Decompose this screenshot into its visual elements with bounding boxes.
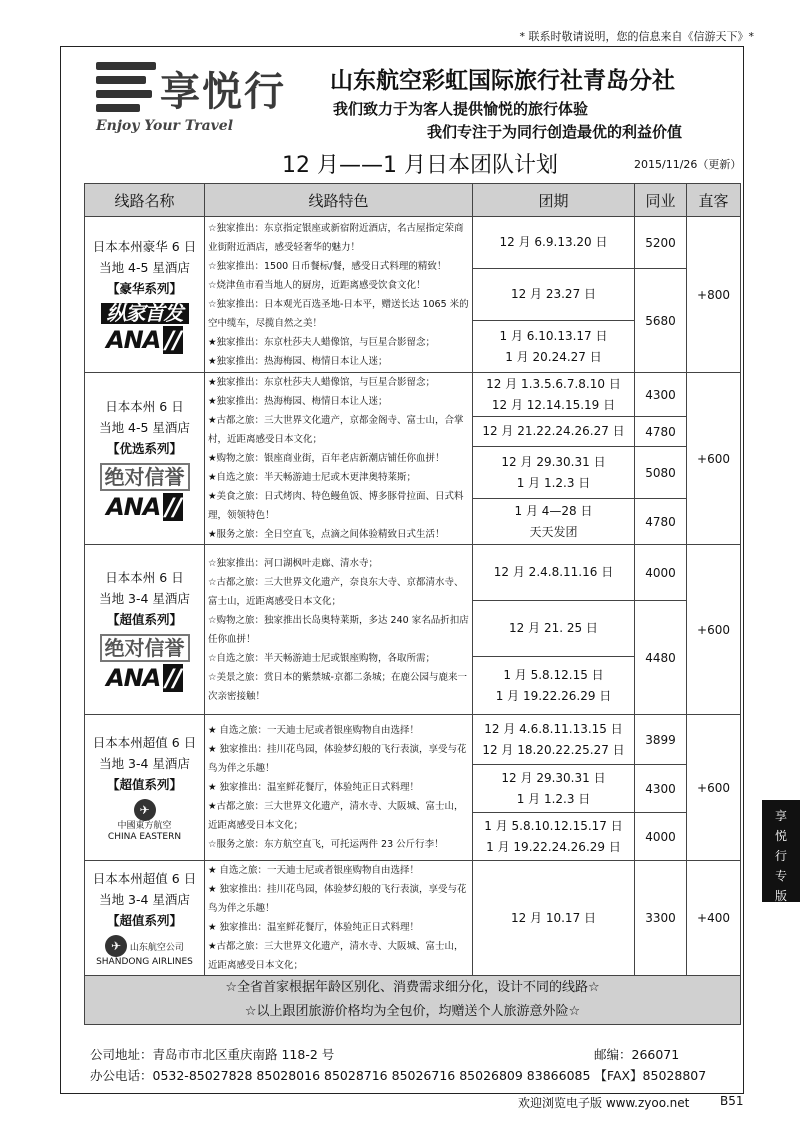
promo-badge: 绝对信誉 bbox=[100, 634, 190, 662]
features-cell: ★ 自选之旅：一天迪士尼或者银座购物自由选择！ ★ 独家推出：挂川花鸟园，体验梦幻般的飞行表演，享受与花鸟为伴之乐趣！ ★ 独家推出：温室鲜花餐厅，体验纯正日式料理！ ★古都之旅：三大世界文化遗产，清水寺、大阪城、富士山，近距离感受日本文化； bbox=[205, 861, 473, 976]
table-header-row bbox=[85, 184, 741, 217]
table-row bbox=[85, 373, 741, 417]
date-cell: 12 月 21.22.24.26.27 日 bbox=[473, 417, 635, 447]
slogan-2: 我们专注于为同行创造最优的利益价值 bbox=[427, 123, 683, 141]
logo-subtitle: Enjoy Your Travel bbox=[96, 118, 234, 134]
date-cell: 1 月 5.8.12.15 日 1 月 19.22.26.29 日 bbox=[473, 657, 635, 715]
trade-price: 3899 bbox=[635, 715, 687, 765]
shandong-airlines-logo: ✈ 山东航空公司 SHANDONG AIRLINES bbox=[85, 935, 204, 968]
tour-table bbox=[84, 183, 741, 1025]
date-cell: 12 月 4.6.8.11.13.15 日 12 月 18.20.22.25.27 日 bbox=[473, 715, 635, 765]
page-title: 12 月——1 月日本团队计划 bbox=[282, 153, 558, 178]
trade-price: 4000 bbox=[635, 545, 687, 601]
swallow-icon: ✈ bbox=[134, 799, 156, 821]
airline-emblem-icon: ✈ bbox=[105, 935, 127, 957]
features-cell: ☆独家推出：东京指定银座或新宿附近酒店，名古屋指定荣商业街附近酒店，感受轻奢华的魅力！ ☆独家推出：1500 日币餐标/餐，感受日式料理的精致！ ☆烧津鱼市看当地人的厨房，近距离感受饮食文化！ ☆独家推出：日本观光百选圣地-日本平，赠送长达 1065 米的空中缆车，尽揽自然之美！ ★独家推出：东京杜莎夫人蜡像馆，与巨星合影留念； ★独家推出：热海梅园、梅情日本让人迷； bbox=[205, 217, 473, 373]
table-row bbox=[85, 715, 741, 765]
date-cell: 12 月 6.9.13.20 日 bbox=[473, 217, 635, 269]
direct-price: +600 bbox=[687, 545, 741, 715]
trade-price: 4780 bbox=[635, 417, 687, 447]
features-cell: ★ 自选之旅：一天迪士尼或者银座购物自由选择！ ★ 独家推出：挂川花鸟园，体验梦幻般的飞行表演，享受与花鸟为伴之乐趣！ ★ 独家推出：温室鲜花餐厅，体验纯正日式料理！ ★古都之旅：三大世界文化遗产，清水寺、大阪城、富士山，近距离感受日本文化； ☆服务之旅：东方航空直飞，可托运两件 23 公斤行李！ bbox=[205, 715, 473, 861]
page-number: B51 bbox=[720, 1094, 744, 1108]
header-route: 线路名称 bbox=[85, 184, 205, 217]
trade-price: 4300 bbox=[635, 373, 687, 417]
logo-text: 享悦行 bbox=[160, 69, 286, 115]
china-eastern-logo: ✈ 中國東方航空 CHINA EASTERN bbox=[85, 799, 204, 843]
trade-price: 4000 bbox=[635, 813, 687, 861]
trade-price: 5680 bbox=[635, 269, 687, 373]
date-cell: 12 月 10.17 日 bbox=[473, 861, 635, 976]
trade-price: 5080 bbox=[635, 447, 687, 499]
footer-note-1: ☆全省首家根据年龄区别化、消费需求细分化，设计不同的线路☆ bbox=[225, 980, 600, 995]
trade-price: 4480 bbox=[635, 601, 687, 715]
route-cell: 日本本州豪华 6 日 当地 4-5 星酒店 【豪华系列】 纵家首发 ANA // bbox=[85, 217, 205, 373]
company-name: 山东航空彩虹国际旅行社青岛分社 bbox=[330, 68, 675, 94]
date-cell: 12 月 29.30.31 日 1 月 1.2.3 日 bbox=[473, 765, 635, 813]
table-row bbox=[85, 545, 741, 601]
promo-badge: 绝对信誉 bbox=[100, 463, 190, 491]
route-cell: 日本本州 6 日 当地 4-5 星酒店 【优选系列】 绝对信誉 ANA // bbox=[85, 373, 205, 545]
trade-price: 4780 bbox=[635, 499, 687, 545]
logo-mark-icon bbox=[96, 62, 158, 114]
date-cell: 12 月 23.27 日 bbox=[473, 269, 635, 321]
features-cell: ★独家推出：东京杜莎夫人蜡像馆，与巨星合影留念； ★独家推出：热海梅园、梅情日本让人迷； ★古都之旅：三大世界文化遗产，京都金阁寺、富士山，合掌村，近距离感受日本文化； ★购物之旅：银座商业街，百年老店新潮店铺任你血拼！ ★自选之旅：半天畅游迪士尼或木更津奥特莱斯； ★美食之旅：日式烤肉、特色鳗鱼饭、博多豚骨拉面、日式料理，领领特色！ ★服务之旅：全日空直飞，点滴之间体验精致日式生活！ bbox=[205, 373, 473, 545]
direct-price: +600 bbox=[687, 373, 741, 545]
ana-logo: ANA // bbox=[106, 664, 181, 692]
side-tab: 享 悦 行 专 版 bbox=[762, 800, 800, 902]
office-phone: 办公电话：0532-85027828 85028016 85028716 85026716 85026809 83866085 【FAX】85028807 bbox=[90, 1068, 707, 1083]
header-features: 线路特色 bbox=[205, 184, 473, 217]
header-dates: 团期 bbox=[473, 184, 635, 217]
date-cell: 1 月 4—28 日 天天发团 bbox=[473, 499, 635, 545]
website-note: 欢迎浏览电子版 www.zyoo.net bbox=[518, 1096, 690, 1110]
route-cell: 日本本州超值 6 日 当地 3-4 星酒店 【超值系列】 ✈ 中國東方航空 CHINA EASTERN bbox=[85, 715, 205, 861]
date-cell: 1 月 5.8.10.12.15.17 日 1 月 19.22.24.26.29 日 bbox=[473, 813, 635, 861]
table-row bbox=[85, 217, 741, 269]
direct-price: +400 bbox=[687, 861, 741, 976]
promo-badge: 纵家首发 bbox=[101, 303, 189, 324]
route-cell: 日本本州超值 6 日 当地 3-4 星酒店 【超值系列】 ✈ 山东航空公司 SHANDONG AIRLINES bbox=[85, 861, 205, 976]
header-trade-price: 同业 bbox=[635, 184, 687, 217]
direct-price: +800 bbox=[687, 217, 741, 373]
date-cell: 12 月 29.30.31 日 1 月 1.2.3 日 bbox=[473, 447, 635, 499]
ana-logo: ANA // bbox=[106, 493, 181, 521]
trade-price: 5200 bbox=[635, 217, 687, 269]
date-cell: 12 月 2.4.8.11.16 日 bbox=[473, 545, 635, 601]
direct-price: +600 bbox=[687, 715, 741, 861]
route-cell: 日本本州 6 日 当地 3-4 星酒店 【超值系列】 绝对信誉 ANA // bbox=[85, 545, 205, 715]
postcode: 邮编：266071 bbox=[594, 1047, 680, 1062]
trade-price: 3300 bbox=[635, 861, 687, 976]
update-date: 2015/11/26（更新） bbox=[634, 158, 742, 171]
ana-logo: ANA // bbox=[106, 325, 181, 354]
header-direct-price: 直客 bbox=[687, 184, 741, 217]
date-cell: 12 月 21. 25 日 bbox=[473, 601, 635, 657]
date-cell: 1 月 6.10.13.17 日 1 月 20.24.27 日 bbox=[473, 321, 635, 373]
brand-logo bbox=[96, 58, 296, 138]
company-address: 公司地址：青岛市市北区重庆南路 118-2 号 bbox=[90, 1047, 335, 1062]
date-cell: 12 月 1.3.5.6.7.8.10 日 12 月 12.14.15.19 日 bbox=[473, 373, 635, 417]
table-footer bbox=[85, 976, 741, 1025]
slogan-1: 我们致力于为客人提供愉悦的旅行体验 bbox=[333, 100, 589, 118]
trade-price: 4300 bbox=[635, 765, 687, 813]
top-note: * 联系时敬请说明，您的信息来自《信游天下》* bbox=[519, 30, 754, 43]
table-row bbox=[85, 861, 741, 976]
features-cell: ☆独家推出：河口湖枫叶走廊、清水寺； ☆古都之旅：三大世界文化遗产，奈良东大寺、京都清水寺、富士山，近距离感受日本文化； ☆购物之旅：独家推出长岛奥特莱斯，多达 240 家名品折扣店任你血拼！ ☆自选之旅：半天畅游迪士尼或银座购物，各取所需； ☆美景之旅：赏日本的紫禁城-京都二条城；在鹿公园与鹿来一次亲密接触！ bbox=[205, 545, 473, 715]
footer-note-2: ☆以上跟团旅游价格均为全包价，均赠送个人旅游意外险☆ bbox=[244, 1004, 581, 1019]
